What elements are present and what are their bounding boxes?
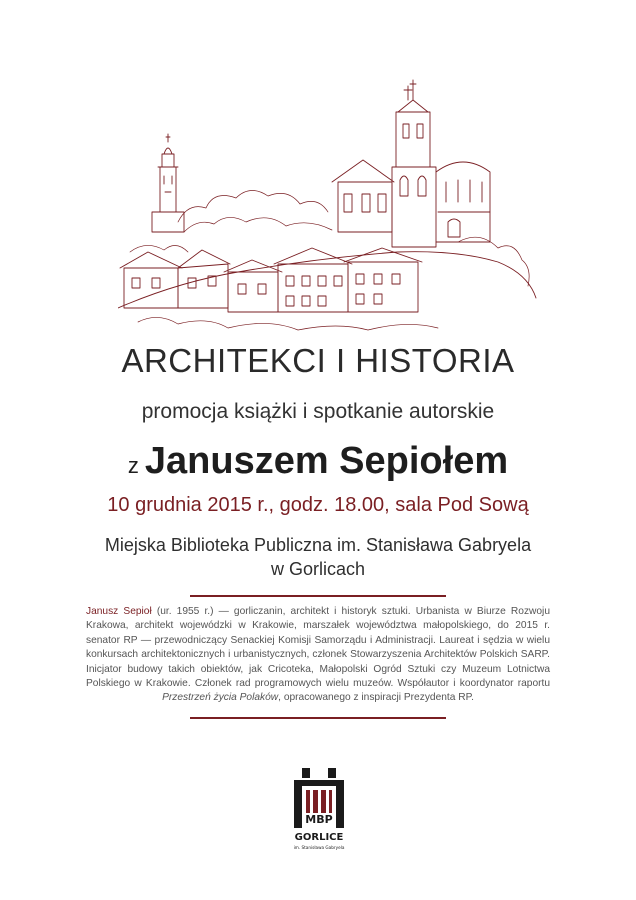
event-date-time-place: 10 grudnia 2015 r., godz. 18.00, sala Pod Sową <box>107 494 529 516</box>
trees-drawing <box>130 190 529 286</box>
left-tower-drawing <box>152 134 184 232</box>
author-name: Januszem Sepiołem <box>144 440 509 482</box>
library-logo <box>288 768 350 852</box>
houses-drawing <box>120 248 422 312</box>
divider-bottom <box>190 717 446 719</box>
author-prefix: z <box>127 453 139 478</box>
venue-line-2: w Gorlicach <box>270 559 366 579</box>
event-title: ARCHITEKCI I HISTORIA <box>121 342 515 379</box>
bio-text-part-2: , opracowanego z inspiracji Prezydenta RP. <box>278 692 474 704</box>
divider-top <box>190 595 446 597</box>
foreground-shrubs <box>138 317 438 330</box>
logo-text-patron: im. Stanisława Gabryela <box>293 845 345 850</box>
town-sketch-illustration <box>118 72 538 340</box>
church-drawing <box>332 80 490 247</box>
bio-author-name: Janusz Sepioł <box>86 606 152 617</box>
author-bio <box>86 605 550 706</box>
logo-text-mbp: MBP <box>305 813 333 826</box>
author-line <box>0 440 636 483</box>
logo-text-gorlice: GORLICE <box>294 832 344 843</box>
venue-line-1: Miejska Biblioteka Publiczna im. Stanisława Gabryela <box>104 535 532 555</box>
venue <box>0 533 636 581</box>
event-subtitle: promocja książki i spotkanie autorskie <box>141 400 495 423</box>
bio-report-title: Przestrzeń życia Polaków <box>162 692 279 704</box>
bio-text-part-1: (ur. 1955 r.) — gorliczanin, architekt i historyk sztuki. Urbanista w Biurze Rozwoju Krakowa, architekt wojewódzki w Krakowie, marszałek województwa małopolskiego, do 2015 r. senator RP — przewodniczący Senackiej Komisji Samorządu i Administracji. Laureat i sędzia w wielu konkursach architektonicznych i urbanistycznych, członek Stowarzyszenia Architektów Polskich SARP. Inicjator budowy takich obiektów, jak Cricoteka, Małopolski Ogród Sztuki czy Muzeum Lotnictwa Polskiego w Krakowie. Członek rad programowych wielu muzeów. Współautor i koordynator raportu <box>86 606 550 690</box>
hill-line <box>118 252 536 308</box>
